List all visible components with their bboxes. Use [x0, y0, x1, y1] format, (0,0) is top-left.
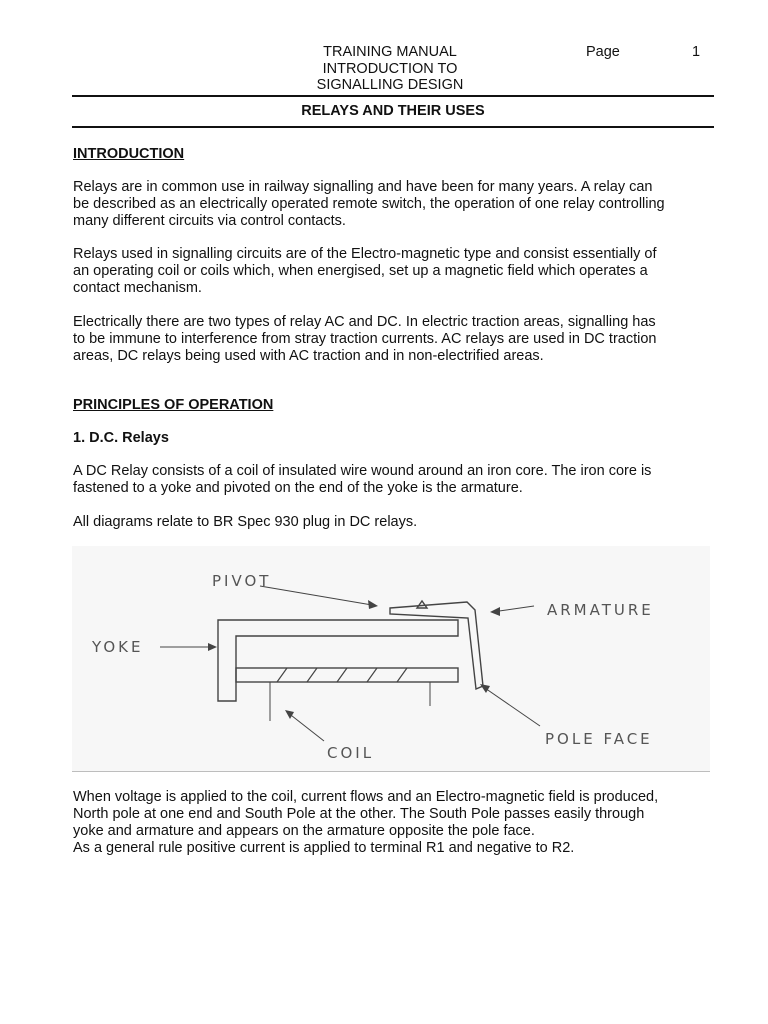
text-line: many different circuits via control contacts. — [73, 213, 346, 229]
operation-paragraph — [73, 789, 718, 857]
title-rule — [72, 126, 714, 128]
armature-label: ARMATURE — [547, 601, 654, 619]
header-rule — [72, 95, 714, 97]
document-header — [300, 44, 480, 94]
text-line: Electrically there are two types of relay AC and DC. In electric traction areas, signalling has — [73, 314, 656, 330]
principles-paragraph-2 — [73, 514, 718, 531]
dc-relays-subheading: 1. D.C. Relays — [73, 430, 169, 446]
text-line: When voltage is applied to the coil, current flows and an Electro-magnetic field is produced, — [73, 789, 659, 805]
intro-heading: INTRODUCTION — [73, 146, 185, 162]
pivot-label: PIVOT — [212, 572, 272, 590]
text-line: to be immune to interference from stray traction currents. AC relays are used in DC traction — [73, 331, 657, 347]
text-line: All diagrams relate to BR Spec 930 plug in DC relays. — [73, 514, 418, 530]
pivot-shape — [417, 601, 427, 608]
coil-winding-shape — [277, 668, 407, 682]
text-line: North pole at one end and South Pole at the other. The South Pole passes easily through — [73, 806, 645, 822]
principles-heading: PRINCIPLES OF OPERATION — [73, 397, 274, 413]
text-line: areas, DC relays being used with AC traction and in non-electrified areas. — [73, 348, 544, 364]
text-line: A DC Relay consists of a coil of insulated wire wound around an iron core. The iron core is — [73, 463, 652, 479]
text-line: fastened to a yoke and pivoted on the end of the yoke is the armature. — [73, 480, 523, 496]
text-line: contact mechanism. — [73, 280, 202, 296]
text-line: yoke and armature and appears on the armature opposite the pole face. — [73, 823, 535, 839]
armature-shape — [390, 602, 483, 689]
yoke-label: YOKE — [92, 638, 144, 656]
page-title: RELAYS AND THEIR USES — [301, 103, 485, 119]
dc-relay-diagram — [72, 546, 710, 772]
page-label: Page — [586, 44, 620, 60]
relay-diagram-svg — [72, 546, 710, 771]
text-line: Relays are in common use in railway signalling and have been for many years. A relay can — [73, 179, 653, 195]
pole-face-label: POLE FACE — [545, 730, 653, 748]
header-line-1: TRAINING MANUAL — [323, 44, 457, 60]
intro-paragraph-1 — [73, 179, 718, 230]
text-line: an operating coil or coils which, when energised, set up a magnetic field which operates a — [73, 263, 648, 279]
page-number: 1 — [692, 44, 701, 60]
intro-paragraph-3 — [73, 314, 718, 365]
yoke-shape — [218, 620, 458, 701]
coil-label: COIL — [327, 744, 375, 762]
text-line: As a general rule positive current is applied to terminal R1 and negative to R2. — [73, 840, 575, 856]
intro-paragraph-2 — [73, 246, 718, 297]
header-line-2: INTRODUCTION TO — [322, 60, 458, 77]
iron-core-shape — [236, 668, 458, 682]
text-line: Relays used in signalling circuits are of the Electro-magnetic type and consist essentially of — [73, 246, 657, 262]
text-line: be described as an electrically operated remote switch, the operation of one relay controlling — [73, 196, 665, 212]
header-line-3: SIGNALLING DESIGN — [316, 77, 464, 93]
principles-paragraph-1 — [73, 463, 718, 497]
